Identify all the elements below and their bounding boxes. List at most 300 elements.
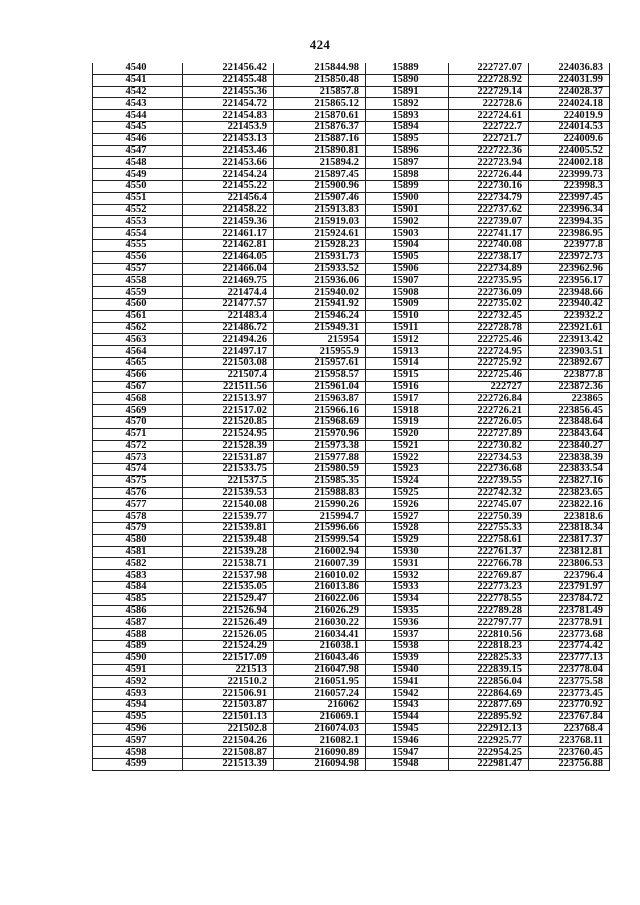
point-number-cell: 15889 [366,63,449,74]
point-number-cell: 4591 [93,664,183,676]
y-coordinate-cell: 216062 [274,700,366,712]
y-coordinate-cell: 215865.12 [274,98,366,110]
table-row [93,310,610,322]
point-number-cell: 4584 [93,582,183,594]
x-coordinate-cell: 222725.46 [449,334,529,346]
point-number-cell: 15921 [366,440,449,452]
table-row [93,440,610,452]
x-coordinate-cell: 222925.77 [449,735,529,747]
table-row [93,98,610,110]
y-coordinate-cell: 224014.53 [529,121,610,133]
y-coordinate-cell: 223778.91 [529,617,610,629]
point-number-cell: 4570 [93,416,183,428]
y-coordinate-cell: 223877.8 [529,369,610,381]
y-coordinate-cell: 223956.17 [529,275,610,287]
y-coordinate-cell: 216043.46 [274,652,366,664]
x-coordinate-cell: 222722.7 [449,121,529,133]
table-row [93,110,610,122]
point-number-cell: 15943 [366,700,449,712]
y-coordinate-cell: 216002.94 [274,546,366,558]
point-number-cell: 15912 [366,334,449,346]
y-coordinate-cell: 223768.11 [529,735,610,747]
table-row [93,133,610,145]
y-coordinate-cell: 215949.31 [274,322,366,334]
point-number-cell: 15932 [366,570,449,582]
table-row [93,74,610,86]
point-number-cell: 4595 [93,711,183,723]
x-coordinate-cell: 221456.4 [183,192,274,204]
x-coordinate-cell: 221517.02 [183,405,274,417]
y-coordinate-cell: 215876.37 [274,121,366,133]
y-coordinate-cell: 215955.9 [274,346,366,358]
table-row [93,86,610,98]
table-row [93,688,610,700]
x-coordinate-cell: 221520.85 [183,416,274,428]
table-row [93,228,610,240]
y-coordinate-cell: 224036.83 [529,63,610,74]
table-row [93,629,610,641]
table-row [93,145,610,157]
y-coordinate-cell: 223777.13 [529,652,610,664]
y-coordinate-cell: 223962.96 [529,263,610,275]
table-row [93,641,610,653]
y-coordinate-cell: 215919.03 [274,216,366,228]
point-number-cell: 15910 [366,310,449,322]
y-coordinate-cell: 215936.06 [274,275,366,287]
point-number-cell: 4545 [93,121,183,133]
point-number-cell: 15897 [366,157,449,169]
y-coordinate-cell: 224009.6 [529,133,610,145]
y-coordinate-cell: 223948.66 [529,287,610,299]
x-coordinate-cell: 222730.82 [449,440,529,452]
y-coordinate-cell: 215985.35 [274,475,366,487]
x-coordinate-cell: 222745.07 [449,499,529,511]
y-coordinate-cell: 216090.89 [274,747,366,759]
point-number-cell: 15914 [366,357,449,369]
point-number-cell: 15931 [366,558,449,570]
y-coordinate-cell: 215857.8 [274,86,366,98]
x-coordinate-cell: 221455.22 [183,180,274,192]
y-coordinate-cell: 216007.39 [274,558,366,570]
x-coordinate-cell: 221510.2 [183,676,274,688]
y-coordinate-cell: 223822.16 [529,499,610,511]
x-coordinate-cell: 221513.39 [183,759,274,771]
x-coordinate-cell: 221526.05 [183,629,274,641]
x-coordinate-cell: 221503.08 [183,357,274,369]
x-coordinate-cell: 222825.33 [449,652,529,664]
y-coordinate-cell: 215940.02 [274,287,366,299]
x-coordinate-cell: 221511.56 [183,381,274,393]
point-number-cell: 4597 [93,735,183,747]
x-coordinate-cell: 222725.46 [449,369,529,381]
y-coordinate-cell: 223997.45 [529,192,610,204]
x-coordinate-cell: 222726.44 [449,169,529,181]
table-row [93,723,610,735]
y-coordinate-cell: 224028.37 [529,86,610,98]
x-coordinate-cell: 222722.36 [449,145,529,157]
point-number-cell: 15918 [366,405,449,417]
point-number-cell: 15938 [366,641,449,653]
x-coordinate-cell: 222741.17 [449,228,529,240]
table-row [93,405,610,417]
y-coordinate-cell: 223999.73 [529,169,610,181]
y-coordinate-cell: 223903.51 [529,346,610,358]
point-number-cell: 15928 [366,523,449,535]
y-coordinate-cell: 216051.95 [274,676,366,688]
x-coordinate-cell: 222732.45 [449,310,529,322]
x-coordinate-cell: 221513 [183,664,274,676]
point-number-cell: 4586 [93,605,183,617]
y-coordinate-cell: 215963.87 [274,393,366,405]
x-coordinate-cell: 222734.53 [449,452,529,464]
table-row [93,169,610,181]
y-coordinate-cell: 223774.42 [529,641,610,653]
x-coordinate-cell: 222727.89 [449,428,529,440]
table-row [93,570,610,582]
point-number-cell: 15904 [366,239,449,251]
y-coordinate-cell: 224024.18 [529,98,610,110]
y-coordinate-cell: 216034.41 [274,629,366,641]
y-coordinate-cell: 223833.54 [529,464,610,476]
point-number-cell: 15902 [366,216,449,228]
x-coordinate-cell: 222723.94 [449,157,529,169]
x-coordinate-cell: 221540.08 [183,499,274,511]
table-row [93,369,610,381]
x-coordinate-cell: 221454.72 [183,98,274,110]
x-coordinate-cell: 221494.26 [183,334,274,346]
y-coordinate-cell: 223791.97 [529,582,610,594]
x-coordinate-cell: 222761.37 [449,546,529,558]
y-coordinate-cell: 223932.2 [529,310,610,322]
table-row [93,393,610,405]
table-row [93,664,610,676]
y-coordinate-cell: 215870.61 [274,110,366,122]
x-coordinate-cell: 221539.48 [183,534,274,546]
table-row [93,582,610,594]
point-number-cell: 15917 [366,393,449,405]
x-coordinate-cell: 221469.75 [183,275,274,287]
x-coordinate-cell: 222736.68 [449,464,529,476]
point-number-cell: 15899 [366,180,449,192]
x-coordinate-cell: 222737.62 [449,204,529,216]
point-number-cell: 4585 [93,593,183,605]
x-coordinate-cell: 221459.36 [183,216,274,228]
table-row [93,121,610,133]
point-number-cell: 4546 [93,133,183,145]
x-coordinate-cell: 221458.22 [183,204,274,216]
x-coordinate-cell: 222912.13 [449,723,529,735]
point-number-cell: 4580 [93,534,183,546]
table-row [93,287,610,299]
y-coordinate-cell: 216013.86 [274,582,366,594]
coordinates-table [92,63,610,771]
y-coordinate-cell: 223817.37 [529,534,610,546]
point-number-cell: 4558 [93,275,183,287]
y-coordinate-cell: 223775.58 [529,676,610,688]
y-coordinate-cell: 215994.7 [274,511,366,523]
y-coordinate-cell: 216030.22 [274,617,366,629]
y-coordinate-cell: 223827.16 [529,475,610,487]
point-number-cell: 15941 [366,676,449,688]
point-number-cell: 4573 [93,452,183,464]
y-coordinate-cell: 224031.99 [529,74,610,86]
y-coordinate-cell: 215887.16 [274,133,366,145]
y-coordinate-cell: 223840.27 [529,440,610,452]
point-number-cell: 4569 [93,405,183,417]
point-number-cell: 4552 [93,204,183,216]
x-coordinate-cell: 222750.39 [449,511,529,523]
x-coordinate-cell: 221501.13 [183,711,274,723]
x-coordinate-cell: 221474.4 [183,287,274,299]
x-coordinate-cell: 221539.53 [183,487,274,499]
point-number-cell: 4574 [93,464,183,476]
x-coordinate-cell: 221537.5 [183,475,274,487]
point-number-cell: 4566 [93,369,183,381]
point-number-cell: 4541 [93,74,183,86]
point-number-cell: 4575 [93,475,183,487]
point-number-cell: 15893 [366,110,449,122]
y-coordinate-cell: 215907.46 [274,192,366,204]
table-row [93,487,610,499]
x-coordinate-cell: 222778.55 [449,593,529,605]
point-number-cell: 15919 [366,416,449,428]
x-coordinate-cell: 221533.75 [183,464,274,476]
y-coordinate-cell: 223760.45 [529,747,610,759]
table-row [93,605,610,617]
y-coordinate-cell: 223768.4 [529,723,610,735]
y-coordinate-cell: 223818.6 [529,511,610,523]
x-coordinate-cell: 221483.4 [183,310,274,322]
y-coordinate-cell: 223812.81 [529,546,610,558]
x-coordinate-cell: 221507.4 [183,369,274,381]
table-row [93,464,610,476]
x-coordinate-cell: 221456.42 [183,63,274,74]
y-coordinate-cell: 224002.18 [529,157,610,169]
x-coordinate-cell: 222856.04 [449,676,529,688]
table-row [93,546,610,558]
point-number-cell: 15908 [366,287,449,299]
point-number-cell: 15936 [366,617,449,629]
table-row [93,700,610,712]
table-row [93,711,610,723]
y-coordinate-cell: 223940.42 [529,298,610,310]
point-number-cell: 15930 [366,546,449,558]
x-coordinate-cell: 221455.36 [183,86,274,98]
x-coordinate-cell: 221531.87 [183,452,274,464]
y-coordinate-cell: 223892.67 [529,357,610,369]
y-coordinate-cell: 223778.04 [529,664,610,676]
x-coordinate-cell: 221524.29 [183,641,274,653]
y-coordinate-cell: 215958.57 [274,369,366,381]
point-number-cell: 15948 [366,759,449,771]
x-coordinate-cell: 222735.95 [449,275,529,287]
y-coordinate-cell: 215970.96 [274,428,366,440]
x-coordinate-cell: 221466.04 [183,263,274,275]
y-coordinate-cell: 215894.2 [274,157,366,169]
point-number-cell: 15909 [366,298,449,310]
point-number-cell: 15907 [366,275,449,287]
point-number-cell: 4564 [93,346,183,358]
y-coordinate-cell: 223781.49 [529,605,610,617]
table-row [93,558,610,570]
y-coordinate-cell: 223872.36 [529,381,610,393]
x-coordinate-cell: 222773.23 [449,582,529,594]
point-number-cell: 4582 [93,558,183,570]
x-coordinate-cell: 221477.57 [183,298,274,310]
y-coordinate-cell: 223796.4 [529,570,610,582]
y-coordinate-cell: 215931.73 [274,251,366,263]
y-coordinate-cell: 223921.61 [529,322,610,334]
y-coordinate-cell: 216094.98 [274,759,366,771]
x-coordinate-cell: 222734.89 [449,263,529,275]
y-coordinate-cell: 216010.02 [274,570,366,582]
point-number-cell: 4557 [93,263,183,275]
x-coordinate-cell: 222726.21 [449,405,529,417]
point-number-cell: 4553 [93,216,183,228]
x-coordinate-cell: 222810.56 [449,629,529,641]
x-coordinate-cell: 221454.83 [183,110,274,122]
x-coordinate-cell: 221502.8 [183,723,274,735]
x-coordinate-cell: 221508.87 [183,747,274,759]
x-coordinate-cell: 222726.05 [449,416,529,428]
x-coordinate-cell: 222818.23 [449,641,529,653]
point-number-cell: 4583 [93,570,183,582]
table-row [93,593,610,605]
table-row [93,735,610,747]
x-coordinate-cell: 222728.78 [449,322,529,334]
y-coordinate-cell: 223913.42 [529,334,610,346]
x-coordinate-cell: 222758.61 [449,534,529,546]
table-row [93,357,610,369]
point-number-cell: 15923 [366,464,449,476]
point-number-cell: 4555 [93,239,183,251]
table-row [93,652,610,664]
point-number-cell: 4559 [93,287,183,299]
point-number-cell: 4548 [93,157,183,169]
x-coordinate-cell: 222895.92 [449,711,529,723]
y-coordinate-cell: 224005.52 [529,145,610,157]
x-coordinate-cell: 221453.46 [183,145,274,157]
table-row [93,523,610,535]
y-coordinate-cell: 215966.16 [274,405,366,417]
point-number-cell: 15937 [366,629,449,641]
point-number-cell: 4598 [93,747,183,759]
point-number-cell: 4568 [93,393,183,405]
x-coordinate-cell: 222864.69 [449,688,529,700]
point-number-cell: 15911 [366,322,449,334]
x-coordinate-cell: 221504.26 [183,735,274,747]
x-coordinate-cell: 221513.97 [183,393,274,405]
point-number-cell: 15947 [366,747,449,759]
point-number-cell: 4542 [93,86,183,98]
point-number-cell: 15896 [366,145,449,157]
point-number-cell: 15906 [366,263,449,275]
point-number-cell: 15944 [366,711,449,723]
y-coordinate-cell: 215928.23 [274,239,366,251]
point-number-cell: 15933 [366,582,449,594]
y-coordinate-cell: 223972.73 [529,251,610,263]
x-coordinate-cell: 221539.81 [183,523,274,535]
y-coordinate-cell: 215999.54 [274,534,366,546]
table-row [93,192,610,204]
y-coordinate-cell: 215941.92 [274,298,366,310]
x-coordinate-cell: 221464.05 [183,251,274,263]
y-coordinate-cell: 215913.83 [274,204,366,216]
point-number-cell: 15890 [366,74,449,86]
x-coordinate-cell: 222877.69 [449,700,529,712]
point-number-cell: 4592 [93,676,183,688]
x-coordinate-cell: 222724.61 [449,110,529,122]
x-coordinate-cell: 221454.24 [183,169,274,181]
table-row [93,298,610,310]
x-coordinate-cell: 221503.87 [183,700,274,712]
y-coordinate-cell: 223865 [529,393,610,405]
point-number-cell: 15905 [366,251,449,263]
x-coordinate-cell: 222797.77 [449,617,529,629]
point-number-cell: 15894 [366,121,449,133]
point-number-cell: 4589 [93,641,183,653]
table-row [93,617,610,629]
point-number-cell: 4540 [93,63,183,74]
point-number-cell: 15924 [366,475,449,487]
point-number-cell: 4590 [93,652,183,664]
x-coordinate-cell: 222735.02 [449,298,529,310]
point-number-cell: 4588 [93,629,183,641]
y-coordinate-cell: 215990.26 [274,499,366,511]
x-coordinate-cell: 222739.55 [449,475,529,487]
table-row [93,239,610,251]
point-number-cell: 4562 [93,322,183,334]
x-coordinate-cell: 222739.07 [449,216,529,228]
y-coordinate-cell: 215988.83 [274,487,366,499]
x-coordinate-cell: 221486.72 [183,322,274,334]
x-coordinate-cell: 222736.09 [449,287,529,299]
point-number-cell: 4543 [93,98,183,110]
point-number-cell: 15934 [366,593,449,605]
x-coordinate-cell: 222725.92 [449,357,529,369]
y-coordinate-cell: 223838.39 [529,452,610,464]
point-number-cell: 15926 [366,499,449,511]
x-coordinate-cell: 221529.47 [183,593,274,605]
y-coordinate-cell: 215957.61 [274,357,366,369]
y-coordinate-cell: 216069.1 [274,711,366,723]
x-coordinate-cell: 221524.95 [183,428,274,440]
point-number-cell: 4571 [93,428,183,440]
y-coordinate-cell: 216022.06 [274,593,366,605]
x-coordinate-cell: 221526.94 [183,605,274,617]
table-row [93,204,610,216]
point-number-cell: 4550 [93,180,183,192]
y-coordinate-cell: 223977.8 [529,239,610,251]
point-number-cell: 4563 [93,334,183,346]
table-row [93,334,610,346]
table-row [93,275,610,287]
y-coordinate-cell: 215973.38 [274,440,366,452]
x-coordinate-cell: 221528.39 [183,440,274,452]
x-coordinate-cell: 222727 [449,381,529,393]
x-coordinate-cell: 221535.05 [183,582,274,594]
point-number-cell: 15927 [366,511,449,523]
table-row [93,157,610,169]
table-row [93,452,610,464]
point-number-cell: 4567 [93,381,183,393]
x-coordinate-cell: 221461.17 [183,228,274,240]
x-coordinate-cell: 222954.25 [449,747,529,759]
table-row [93,747,610,759]
y-coordinate-cell: 223994.35 [529,216,610,228]
x-coordinate-cell: 222769.87 [449,570,529,582]
x-coordinate-cell: 221453.66 [183,157,274,169]
